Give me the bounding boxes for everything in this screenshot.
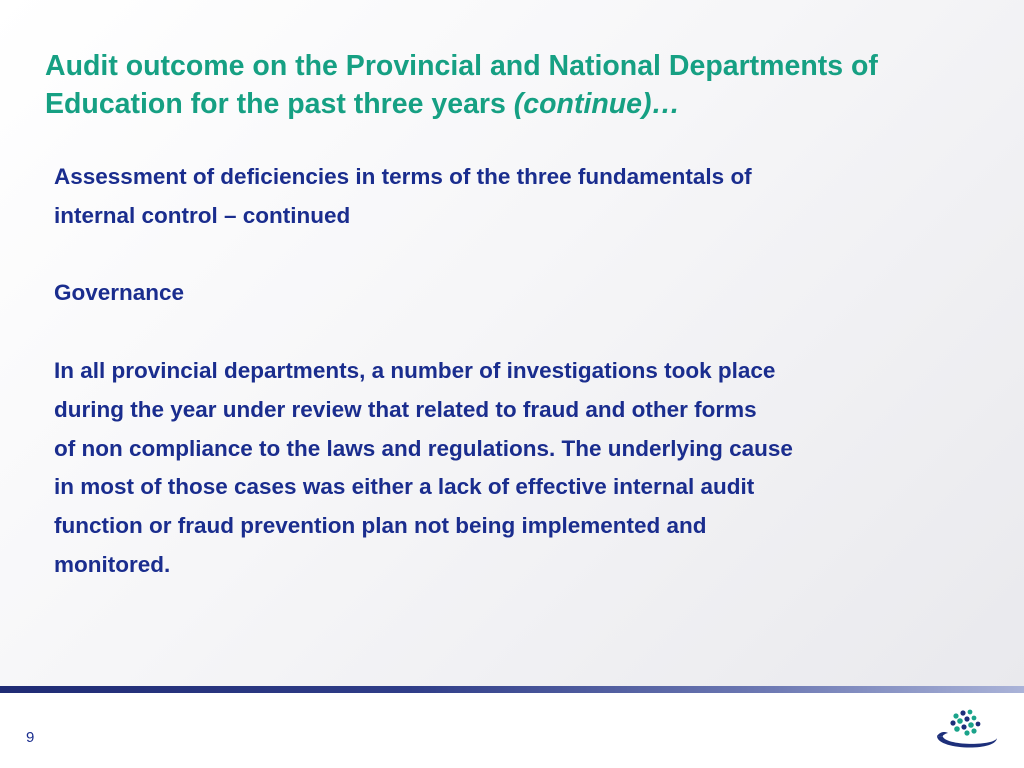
organisation-logo-icon	[934, 706, 1000, 754]
subtitle-line: internal control – continued	[54, 202, 351, 228]
slide-title	[45, 47, 1005, 123]
paragraph-line: during the year under review that related to fraud and other forms	[54, 396, 757, 422]
slide-title-continue: (continue)…	[513, 88, 681, 120]
paragraph-line: function or fraud prevention plan not being implemented and	[54, 513, 707, 539]
section-heading-governance: Governance	[54, 280, 185, 306]
subtitle-line: Assessment of deficiencies in terms of the three fundamentals of	[54, 164, 752, 189]
paragraph-line: in most of those cases was either a lack of effective internal audit	[54, 474, 755, 500]
spacer	[54, 236, 984, 275]
paragraph-line: monitored.	[54, 551, 171, 577]
footer-divider-bar	[0, 686, 1024, 693]
slide-body	[54, 158, 984, 585]
page-number: 9	[26, 729, 35, 746]
paragraph-line: of non compliance to the laws and regulations. The underlying cause	[54, 435, 793, 461]
slide-title-main: Audit outcome on the Provincial and National Departments of Education for the past three years	[45, 50, 878, 120]
footer	[0, 693, 1024, 768]
paragraph-line: In all provincial departments, a number of investigations took place	[54, 357, 776, 383]
spacer	[54, 313, 984, 352]
